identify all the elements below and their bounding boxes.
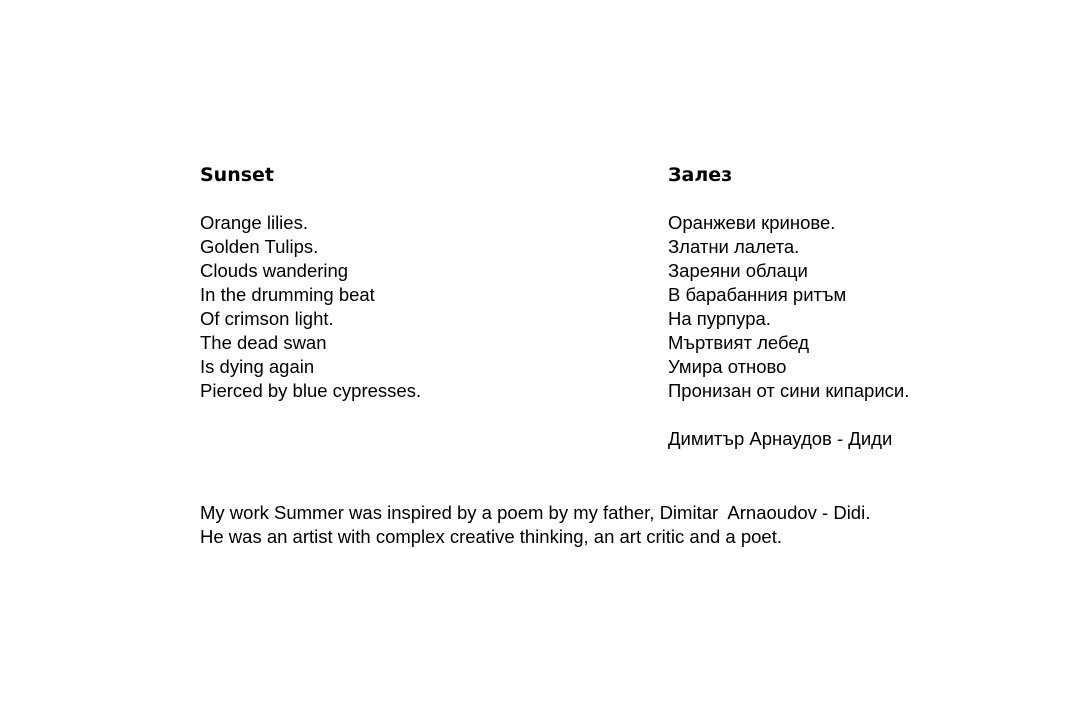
- poem-lines-english: [200, 211, 640, 403]
- poem-line: The dead swan: [200, 332, 327, 353]
- poem-line: In the drumming beat: [200, 284, 375, 305]
- artist-note: [200, 501, 1060, 549]
- poem-line: В барабанния ритъм: [668, 284, 847, 305]
- poem-line: Orange lilies.: [200, 212, 308, 233]
- poem-line: Оранжеви кринове.: [668, 212, 836, 233]
- poem-line: Умира отново: [668, 356, 787, 377]
- poem-bulgarian: [668, 163, 1068, 451]
- poem-line: Is dying again: [200, 356, 315, 377]
- poem-line: На пурпура.: [668, 308, 771, 329]
- poem-english: [200, 163, 640, 403]
- poem-title-english: Sunset: [200, 164, 275, 186]
- poem-line: Pierced by blue cypresses.: [200, 380, 422, 401]
- poem-line: Златни лалета.: [668, 236, 800, 257]
- poem-line: Of crimson light.: [200, 308, 334, 329]
- poem-title-bulgarian: Залез: [668, 164, 733, 186]
- poem-line: Пронизан от сини кипариси.: [668, 380, 910, 401]
- poem-line: Зареяни облаци: [668, 260, 808, 281]
- poem-author: Димитър Арнаудов - Диди: [668, 428, 893, 449]
- poem-lines-bulgarian: [668, 211, 1068, 403]
- poem-line: Clouds wandering: [200, 260, 349, 281]
- poem-line: Golden Tulips.: [200, 236, 319, 257]
- note-line: He was an artist with complex creative thinking, an art critic and a poet.: [200, 526, 782, 547]
- poem-line: Мъртвият лебед: [668, 332, 810, 353]
- note-line: My work Summer was inspired by a poem by my father, Dimitar Arnaoudov - Didi.: [200, 502, 871, 523]
